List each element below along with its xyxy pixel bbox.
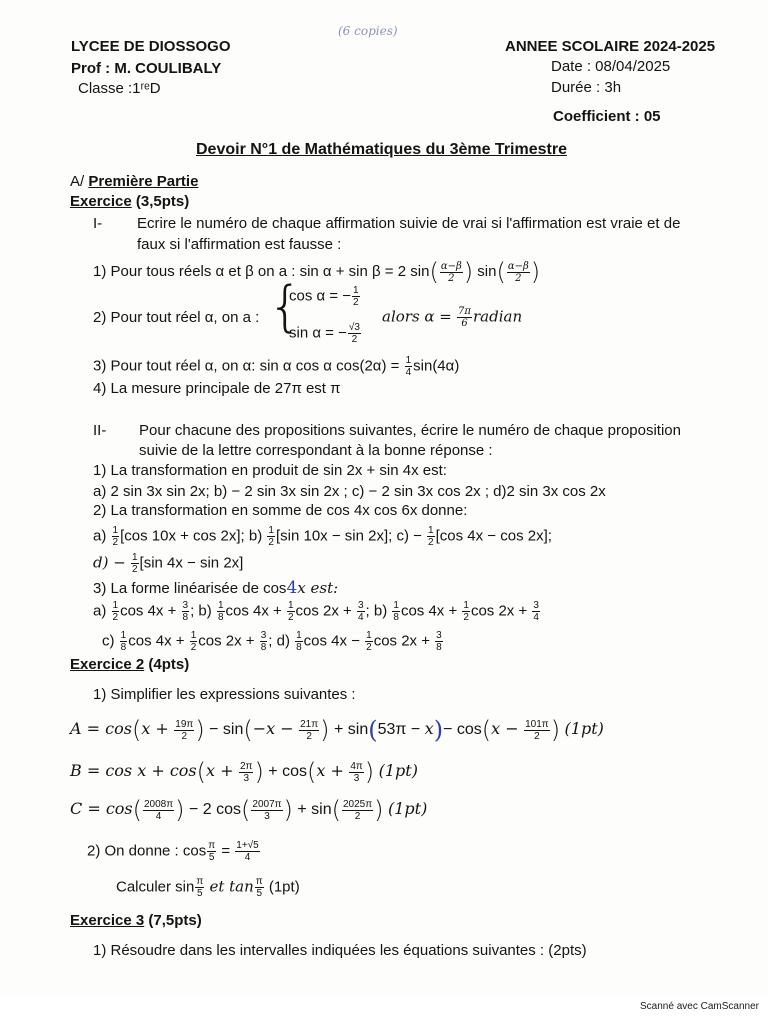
part-name: Première Partie: [88, 173, 199, 190]
exercise-1-title: Exercice: [70, 193, 132, 210]
exercise-2-calculate: Calculer sin $\frac{\pi}{5}$ et tan $\frac{\pi}{5}$ (1pt): [116, 876, 300, 899]
statement-2-cos: cos α = − $\frac{1}{2}$: [289, 285, 359, 308]
exercise-3-points: (7,5pts): [148, 912, 202, 929]
school-name: LYCEE DE DIOSSOGO: [71, 38, 231, 55]
statement-1: 1) Pour tous réels α et β on a : sin α + sin β = 2 sin( $\frac{\alpha-\beta}{2}$ ) sin( $\frac{\alpha-\beta}{2}$ ): [93, 258, 541, 286]
exercise-2-points: (4pts): [148, 656, 190, 673]
question-3-choices-c: c) $\frac{1}{8}$ cos 4x + $\frac{1}{2}$ cos 2x + $\frac{3}{8}$ ; d) $\frac{1}{8}$ cos 4x − $\frac{1}{2}$ cos 2x + $\frac{3}{8}$: [102, 630, 442, 653]
prof-name: Prof : M. COULIBALY: [71, 60, 222, 77]
school-year: ANNEE SCOLAIRE 2024-2025: [505, 38, 716, 55]
class-label: Classe :1ʳᵉD: [78, 80, 161, 97]
question-1: 1) La transformation en produit de sin 2x + sin 4x est:: [93, 462, 447, 479]
expression-a: A = cos(x + $\frac{19\pi}{2}$ ) − sin(−x − $\frac{21\pi}{2}$ ) + sin(53π − x)− cos(x − $\frac{101\pi}{2}$ ) (1pt): [70, 716, 604, 744]
expression-b: B = cos x + cos(x + $\frac{2\pi}{3}$ ) + cos(x + $\frac{4\pi}{3}$ ) (1pt): [70, 758, 418, 786]
page-title: Devoir N°1 de Mathématiques du 3ème Trimestre: [196, 141, 567, 158]
statement-3: 3) Pour tout réel α, on α: sin α cos α cos(2α) = $\frac{1}{4}$ sin(4α): [93, 355, 460, 378]
statement-2-label: 2) Pour tout réel α, on a :: [93, 309, 260, 326]
statement-2-conclusion: alors α = $\frac{7\pi}{6}$ radian: [382, 306, 523, 329]
statement-2-sin: sin α = − $\frac{√3}{2}$: [289, 322, 360, 345]
question-3-choices-a: a) 1 2 cos 4x + $\frac{3}{8}$ ; b) $\frac{1}{8}$ cos 4x + $\frac{1}{2}$ cos 2x + $\frac{3}{4}$ ; b) $\frac{1}{8}$ cos 4x + $\frac{1}{2}$ cos 2x + $\frac{3}{4}$: [93, 600, 539, 623]
scanner-watermark: Scanné avec CamScanner: [640, 1001, 759, 1012]
exam-coefficient: Coefficient : 05: [553, 108, 661, 125]
exercise-2-title: Exercice 2: [70, 656, 145, 673]
pencil-note: (6 copies): [338, 24, 398, 38]
section-i-number: I-: [93, 215, 103, 232]
system-brace: {: [268, 275, 303, 338]
exercise-1-points: (3,5pts): [135, 193, 190, 210]
section-i-instruction-2: faux si l'affirmation est fausse :: [137, 236, 342, 253]
exercise-2-question-1: 1) Simplifier les expressions suivantes :: [93, 686, 356, 703]
exercise-3-question-1: 1) Résoudre dans les intervalles indiquées les équations suivantes : (2pts): [93, 942, 587, 959]
question-1-choices: a) 2 sin 3x sin 2x; b) − 2 sin 3x sin 2x ; c) − 2 sin 3x cos 2x ; d)2 sin 3x cos 2x: [93, 483, 606, 500]
expression-c: C = cos( $\frac{2008\pi}{4}$ ) − 2 cos( $\frac{2007\pi}{3}$ ) + sin( $\frac{2025\pi}{2}$ ) (1pt): [70, 796, 428, 824]
question-2-choice-d: d) − $\frac{1}{2}$ [sin 4x − sin 2x]: [93, 552, 244, 575]
part-label: A/: [70, 173, 85, 190]
exam-date: Date : 08/04/2025: [551, 58, 671, 75]
statement-4: 4) La mesure principale de 27π est π: [93, 380, 341, 397]
section-ii-instruction-1: Pour chacune des propositions suivantes, écrire le numéro de chaque proposition: [139, 422, 681, 439]
section-i-instruction-1: Ecrire le numéro de chaque affirmation suivie de vrai si l'affirmation est vraie et de: [137, 215, 681, 232]
question-2: 2) La transformation en somme de cos 4x cos 6x donne:: [93, 502, 468, 519]
section-ii-number: II-: [93, 422, 107, 439]
exercise-2-question-2: 2) On donne : cos $\frac{\pi}{5}$ = $\frac{1+√5}{4}$: [87, 840, 259, 863]
question-3: 3) La forme linéarisée de cos4x est:: [93, 578, 339, 598]
question-2-choices: a) $\frac{1}{2}$ [cos 10x + cos 2x]; b) $\frac{1}{2}$ [sin 10x − sin 2x]; c) − $\frac{1}{2}$ [cos 4x − cos 2x];: [93, 525, 552, 548]
exam-duration: Durée : 3h: [551, 79, 622, 96]
section-ii-instruction-2: suivie de la lettre correspondant à la bonne réponse :: [139, 442, 493, 459]
exercise-3-title: Exercice 3: [70, 912, 145, 929]
